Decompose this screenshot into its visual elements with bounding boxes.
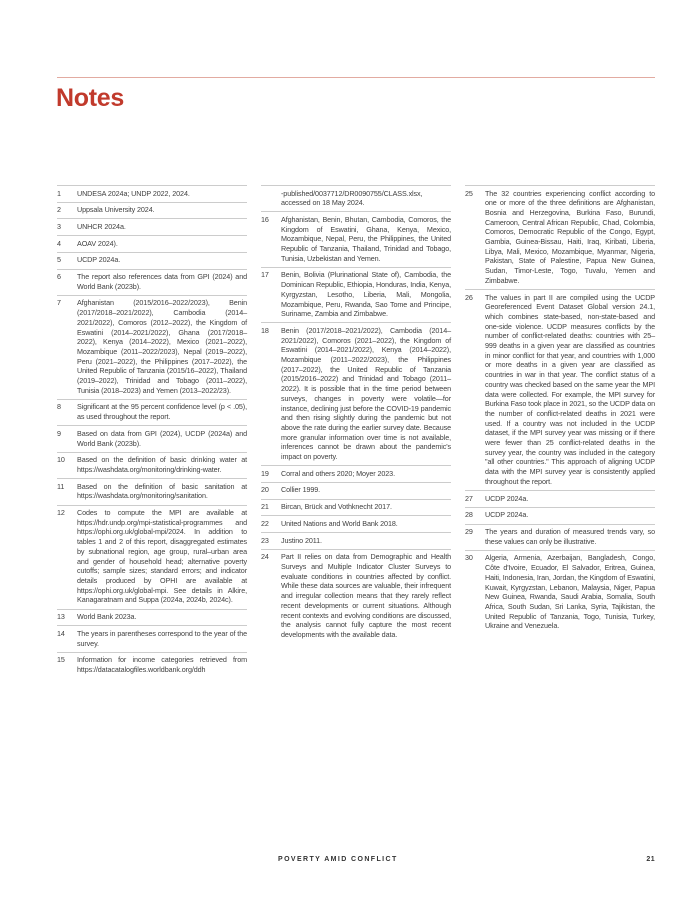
note-row xyxy=(57,185,247,202)
note-number: 9 xyxy=(57,428,61,438)
note-text: The report also references data from GPI (2024) and World Bank (2023b). xyxy=(77,272,247,291)
note-text: UCDP 2024a. xyxy=(485,493,529,503)
note-row xyxy=(57,235,247,252)
note-row xyxy=(261,322,451,465)
note-number: 14 xyxy=(57,628,65,638)
note-number: 20 xyxy=(261,485,269,495)
note-number: 7 xyxy=(57,298,61,308)
note-row-continuation xyxy=(261,185,451,211)
note-text: Collier 1999. xyxy=(281,485,321,495)
note-text: Afghanistan, Benin, Bhutan, Cambodia, Comoros, the Kingdom of Eswatini, Ghana, Kenya, Mexico, Mozambique, Nepal, Peru, the Philippines, the United Republic of Tanzania, Thailand, Trinidad and Tobago, Tunisia, Uzbekistan and Yemen. xyxy=(281,214,451,263)
note-text: The values in part II are compiled using the UCDP Georeferenced Event Dataset Global version 24.1, which combines state-based, non-state-based and one-side violence. UCDP measures conflicts by the number of conflict-related deaths: countries with 25–999 deaths in a given year are classified as countries in minor conflict for that year, and countries with 1,000 or more deaths in a given year are classified as countries in war in that year. The conflict status of a country was checked based on the same year the MPI data were collected. For example, the MPI survey for Burkina Faso took place in 2021, so the UCDP data on the number of conflict-related deaths in 2021 were used. If a country was not included in the UCDP dataset, if the MPI survey year was missing or if there were fewer than 25 conflict-related deaths in the survey year, the country was included in the category "all other countries." This approach of aligning UCDP data with the MPI survey year is consistently applied throughout the report. xyxy=(485,292,655,486)
note-number: 6 xyxy=(57,272,61,282)
note-row xyxy=(261,211,451,267)
note-number: 2 xyxy=(57,205,61,215)
note-row xyxy=(261,549,451,643)
note-row xyxy=(57,452,247,478)
note-text: Bircan, Brück and Vothknecht 2017. xyxy=(281,502,392,512)
note-number: 30 xyxy=(465,553,473,563)
note-number: 8 xyxy=(57,402,61,412)
note-text: -published/0037712/DR0090755/CLASS.xlsx, accessed on 18 May 2024. xyxy=(281,188,423,208)
note-text: World Bank 2023a. xyxy=(77,612,137,622)
note-number: 25 xyxy=(465,188,473,198)
note-number: 28 xyxy=(465,510,473,520)
note-row xyxy=(57,295,247,399)
note-row xyxy=(57,425,247,451)
note-number: 15 xyxy=(57,655,65,665)
note-number: 21 xyxy=(261,502,269,512)
note-text: Afghanistan (2015/2016–2022/2023), Benin (2017/2018–2021/2022), Cambodia (2014–2021/2022), Comoros (2012–2022), the Kingdom of Eswatini (2014–2021/2022), Ghana (2017/2018–2022), Kenya (2014–2022), Mexico (2021–2022), Mozambique (2011–2022/2023), Nepal (2019–2022), Peru (2021–2022), the Philippines (2017–2022), the United Republic of Tanzania (2015/16–2022), Thailand (2019–2022), Trinidad and Tobago (2011–2022), Tunisia (2018–2023) and Yemen (2013–2022/23). xyxy=(77,298,247,395)
note-text: Part II relies on data from Demographic and Health Surveys and Multiple Indicator Cluster Surveys to evaluate conditions in countries affected by conflict. While these data sources are valuable, their infrequent and irregular collection means that they rarely reflect recent developments or current situations. Although recent contexts and evolving conditions are discussed, the analysis cannot fully capture the most recent developments with the available data. xyxy=(281,552,451,639)
note-text: The years in parentheses correspond to the year of the survey. xyxy=(77,628,247,648)
note-row xyxy=(465,507,655,524)
note-text: Based on the definition of basic drinking water at https://washdata.org/monitoring/drinking-water. xyxy=(77,455,247,474)
note-number: 1 xyxy=(57,188,61,198)
note-number: 3 xyxy=(57,221,61,231)
note-row xyxy=(465,289,655,490)
note-row xyxy=(57,625,247,651)
note-text: United Nations and World Bank 2018. xyxy=(281,518,398,528)
note-text: UCDP 2024a. xyxy=(485,510,529,520)
note-text: Uppsala University 2024. xyxy=(77,205,155,215)
note-number: 18 xyxy=(261,325,269,335)
note-row xyxy=(57,202,247,219)
note-row xyxy=(465,524,655,550)
note-row xyxy=(465,490,655,507)
note-row xyxy=(465,185,655,289)
note-text: The years and duration of measured trends vary, so these values can only be illustrative. xyxy=(485,527,655,546)
note-text: AOAV 2024). xyxy=(77,238,118,248)
note-text: Justino 2011. xyxy=(281,535,322,545)
note-row xyxy=(57,505,247,609)
note-text: UNHCR 2024a. xyxy=(77,221,126,231)
note-text: Based on the definition of basic sanitation at https://washdata.org/monitoring/sanitation. xyxy=(77,481,247,501)
note-number: 10 xyxy=(57,455,65,465)
note-row xyxy=(57,652,247,678)
note-row xyxy=(261,465,451,482)
note-row xyxy=(261,267,451,323)
note-number: 27 xyxy=(465,493,473,503)
note-row xyxy=(57,399,247,425)
note-number xyxy=(261,189,281,208)
note-number: 24 xyxy=(261,552,269,562)
note-text: UNDESA 2024a; UNDP 2022, 2024. xyxy=(77,188,190,198)
notes-column xyxy=(57,185,247,678)
note-row xyxy=(261,532,451,549)
note-text: Corral and others 2020; Moyer 2023. xyxy=(281,468,395,478)
note-row xyxy=(261,482,451,499)
note-number: 13 xyxy=(57,612,65,622)
note-number: 22 xyxy=(261,518,269,528)
note-text: Based on data from GPI (2024), UCDP (2024a) and World Bank (2023b). xyxy=(77,428,247,448)
note-number: 19 xyxy=(261,468,269,478)
note-text: Benin (2017/2018–2021/2022), Cambodia (2014–2021/2022), Comoros (2021–2022), the Kingdom of Eswatini (2014–2021/2022), Kenya (2014–2022), Mozambique (2011–2022/2023), the Philippines (2017–2022), the United Republic of Tanzania (2015/2016–2022) and Trinidad and Tobago (2011–2022). It is possible that in the time period between surveys, changes in poverty were volatile—for instance, declining just before the COVID-19 pandemic and then rising slightly during the pandemic but not above the rate during the earlier survey date. Because more granular information over time is not available, inferences cannot be drawn about the pandemic's impact on poverty. xyxy=(281,325,451,462)
note-text: The 32 countries experiencing conflict according to one or more of the three definitions are Afghanistan, Bosnia and Herzegovina, Burkina Faso, Burundi, Cameroon, Central African Republic, Chad, Colombia, Comoros, Democratic Republic of the Congo, Egypt, Gambia, Guinea-Bissau, Haiti, Iraq, Kiribati, Liberia, Libya, Mali, Mexico, Mozambique, Myanmar, Nigeria, Pakistan, State of Palestine, Papua New Guinea, Sudan, Timor-Leste, Togo, Tuvalu, Yemen and Zimbabwe. xyxy=(485,188,655,285)
note-text: Algeria, Armenia, Azerbaijan, Bangladesh, Congo, Côte d'Ivoire, Ecuador, El Salvador, Eritrea, Guinea, Haiti, Indonesia, Iran, Jordan, the Kingdom of Eswatini, Kuwait, Kyrgyzstan, Lebanon, Malaysia, Niger, Papua New Guinea, Rwanda, Saudi Arabia, Somalia, South Africa, South Sudan, Sri Lanka, Syria, Tajikistan, the United Republic of Tanzania, Togo, Tunisia, Turkey, Ukraine and Venezuela. xyxy=(485,553,655,631)
note-number: 26 xyxy=(465,292,473,302)
note-number: 23 xyxy=(261,535,269,545)
note-number: 16 xyxy=(261,214,269,224)
note-row xyxy=(57,218,247,235)
footer-section-title: POVERTY AMID CONFLICT xyxy=(278,856,398,863)
note-row xyxy=(57,269,247,295)
note-row xyxy=(57,252,247,269)
note-row xyxy=(57,478,247,504)
note-text: Codes to compute the MPI are available at https://hdr.undp.org/mpi-statistical-programmes and https://ophi.org.uk/global-mpi/2024. In addition to tables 1 and 2 of this report, disaggregated estimates by subnational region, age group, rural–urban area and gender of household head; alternative poverty cutoffs; sample sizes; standard errors; and indicator details produced by OPHI are available at https://ophi.org.uk/global-mpi. See details in Alkire, Kanagaratnam and Suppa (2024a, 2024b, 2024c). xyxy=(77,508,247,605)
note-text: Benin, Bolivia (Plurinational State of), Cambodia, the Dominican Republic, Ethiopia, Honduras, India, Kenya, Kyrgyzstan, Lesotho, Liberia, Mali, Mongolia, Mozambique, Peru, Rwanda, Sao Tome and Principe, Suriname, Zambia and Zimbabwe. xyxy=(281,270,451,319)
note-row xyxy=(261,515,451,532)
note-text: UCDP 2024a. xyxy=(77,255,121,265)
note-text: Information for income categories retrieved from https://datacatalogfiles.worldbank.org/ddh xyxy=(77,655,247,674)
note-number: 4 xyxy=(57,238,61,248)
notes-column xyxy=(465,185,655,635)
note-number: 11 xyxy=(57,481,65,491)
header-rule xyxy=(57,77,655,78)
note-text: Significant at the 95 percent confidence level (p < .05), as used throughout the report. xyxy=(77,402,247,422)
note-row xyxy=(261,499,451,516)
footer-page-number: 21 xyxy=(646,856,655,863)
notes-column xyxy=(261,185,451,643)
notes-grid xyxy=(57,185,655,678)
note-row xyxy=(465,550,655,635)
note-number: 29 xyxy=(465,527,473,536)
note-number: 17 xyxy=(261,270,269,280)
note-number: 12 xyxy=(57,508,65,518)
note-number: 5 xyxy=(57,255,61,265)
note-row xyxy=(57,609,247,626)
page-title: Notes xyxy=(56,84,124,112)
